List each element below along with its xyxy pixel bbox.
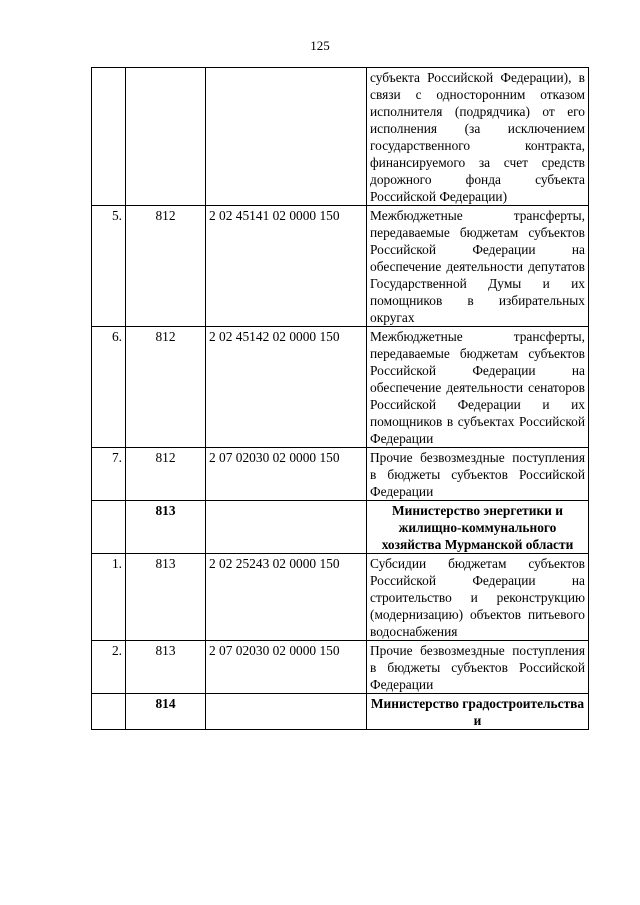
row-number-cell: 1. [92, 554, 126, 641]
row-number-cell: 5. [92, 206, 126, 327]
admin-code-cell: 813 [126, 501, 206, 554]
revenue-name-cell: Межбюджетные трансферты, передаваемые бюджетам субъектов Российской Федерации на обеспечение деятельности сенаторов Российской Федерации и их помощников в субъектах Российской Федерации [367, 327, 589, 448]
table-row [92, 641, 589, 694]
budget-code-cell: 2 07 02030 02 0000 150 [206, 641, 367, 694]
admin-code-cell: 812 [126, 448, 206, 501]
revenue-name-cell: Прочие безвозмездные поступления в бюджеты субъектов Российской Федерации [367, 448, 589, 501]
budget-code-cell: 2 02 45141 02 0000 150 [206, 206, 367, 327]
admin-code-cell: 814 [126, 694, 206, 730]
row-number-cell: 7. [92, 448, 126, 501]
admin-code-cell: 812 [126, 327, 206, 448]
page-number: 125 [310, 38, 330, 53]
table-row [92, 448, 589, 501]
row-number-cell [92, 68, 126, 206]
admin-code-cell [126, 68, 206, 206]
budget-code-cell [206, 68, 367, 206]
row-number-cell: 6. [92, 327, 126, 448]
admin-code-cell: 812 [126, 206, 206, 327]
row-number-cell [92, 694, 126, 730]
budget-code-cell: 2 02 25243 02 0000 150 [206, 554, 367, 641]
table-row [92, 554, 589, 641]
row-number-cell: 2. [92, 641, 126, 694]
admin-code-cell: 813 [126, 554, 206, 641]
revenue-name-cell: Субсидии бюджетам субъектов Российской Федерации на строительство и реконструкцию (модернизацию) объектов питьевого водоснабжения [367, 554, 589, 641]
budget-code-cell [206, 501, 367, 554]
row-number-cell [92, 501, 126, 554]
revenue-name-cell: Прочие безвозмездные поступления в бюджеты субъектов Российской Федерации [367, 641, 589, 694]
budget-code-cell: 2 07 02030 02 0000 150 [206, 448, 367, 501]
administrator-header-row [92, 694, 589, 730]
budget-code-cell: 2 02 45142 02 0000 150 [206, 327, 367, 448]
revenue-name-cell: Межбюджетные трансферты, передаваемые бюджетам субъектов Российской Федерации на обеспечение деятельности депутатов Государственной Думы и их помощников в избирательных округах [367, 206, 589, 327]
revenue-name-cell: субъекта Российской Федерации), в связи с односторонним отказом исполнителя (подрядчика) от его исполнения (за исключением государственного контракта, финансируемого за счет средств дорожного фонда субъекта Российской Федерации) [367, 68, 589, 206]
table-row [92, 206, 589, 327]
budget-code-cell [206, 694, 367, 730]
administrator-name-cell: Министерство градостроительства и [367, 694, 589, 730]
admin-code-cell: 813 [126, 641, 206, 694]
administrator-header-row [92, 501, 589, 554]
table-row [92, 68, 589, 206]
table-row [92, 327, 589, 448]
administrator-name-cell: Министерство энергетики и жилищно-коммунального хозяйства Мурманской области [367, 501, 589, 554]
budget-revenue-table [91, 67, 589, 730]
